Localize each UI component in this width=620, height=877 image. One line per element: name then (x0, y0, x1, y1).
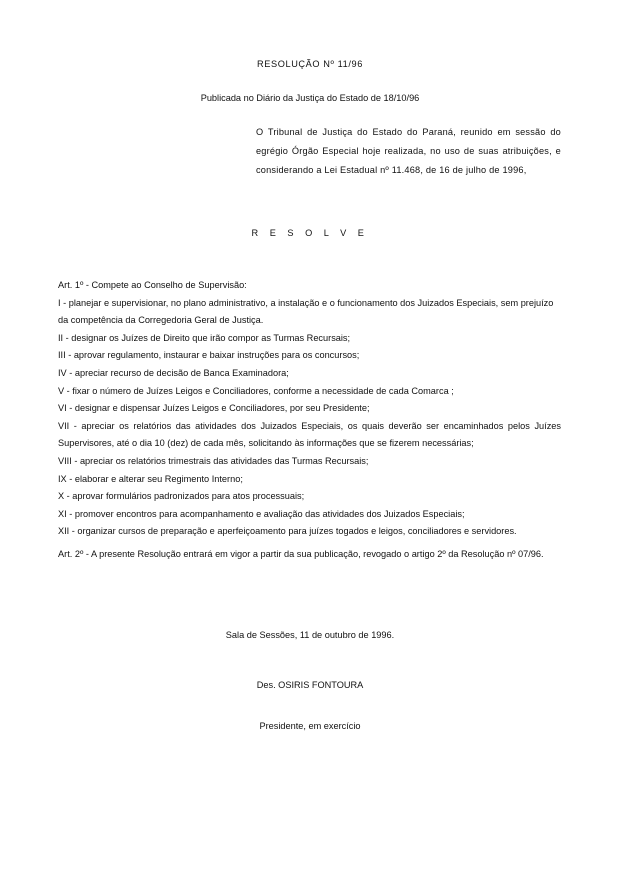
item-xii: XII - organizar cursos de preparação e aperfeiçoamento para juízes togados e leigos, conciliadores e servidores. (58, 526, 517, 537)
item-viii: VIII - apreciar os relatórios trimestrais das atividades das Turmas Recursais; (58, 455, 369, 466)
item-xi: XI - promover encontros para acompanhamento e avaliação das atividades dos Juizados Especiais; (58, 508, 465, 519)
item-iii: III - aprovar regulamento, instaurar e baixar instruções para os concursos; (58, 350, 360, 361)
item-iv: IV - apreciar recurso de decisão de Banca Examinadora; (58, 367, 289, 378)
article-1: Art. 1º - Compete ao Conselho de Supervisão: (58, 280, 247, 290)
item-x: X - aprovar formulários padronizados para atos processuais; (58, 491, 305, 502)
signer-name: Des. OSIRIS FONTOURA (256, 680, 364, 690)
resolve-heading: R E S O L V E (251, 228, 369, 238)
resolution-title: RESOLUÇÃO Nº 11/96 (257, 59, 363, 69)
article-2: Art. 2º - A presente Resolução entrará em vigor a partir da sua publicação, revogado o artigo 2º da Resolução nº 07/96. (58, 548, 544, 559)
publication-note: Publicada no Diário da Justiça do Estado de 18/10/96 (200, 93, 420, 103)
item-vi: VI - designar e dispensar Juízes Leigos e Conciliadores, por seu Presidente; (58, 403, 370, 414)
resolution-body (58, 277, 561, 564)
intro-paragraph: O Tribunal de Justiça do Estado do Paraná, reunido em sessão do egrégio Órgão Especial hoje realizada, no uso de suas atribuições, e considerando a Lei Estadual nº 11.468, de 16 de julho de 1996, (256, 127, 561, 175)
signer-role: Presidente, em exercício (259, 721, 361, 731)
item-ix: IX - elaborar e alterar seu Regimento Interno; (58, 473, 243, 484)
item-vii: VII - apreciar os relatórios das atividades dos Juizados Especiais, os quais deverão ser encaminhados pelos Juízes Supervisores, até o dia 10 (dez) de cada mês, solicitando às informações que se fizerem necessárias; (58, 420, 561, 449)
session-place-date: Sala de Sessões, 11 de outubro de 1996. (225, 630, 395, 640)
item-v: V - fixar o número de Juízes Leigos e Conciliadores, conforme a necessidade de cada Comarca ; (58, 385, 454, 396)
item-ii: II - designar os Juízes de Direito que irão compor as Turmas Recursais; (58, 332, 351, 343)
item-i: I - planejar e supervisionar, no plano administrativo, a instalação e o funcionamento dos Juizados Especiais, sem prejuízo da competência da Corregedoria Geral de Justiça. (58, 297, 554, 326)
